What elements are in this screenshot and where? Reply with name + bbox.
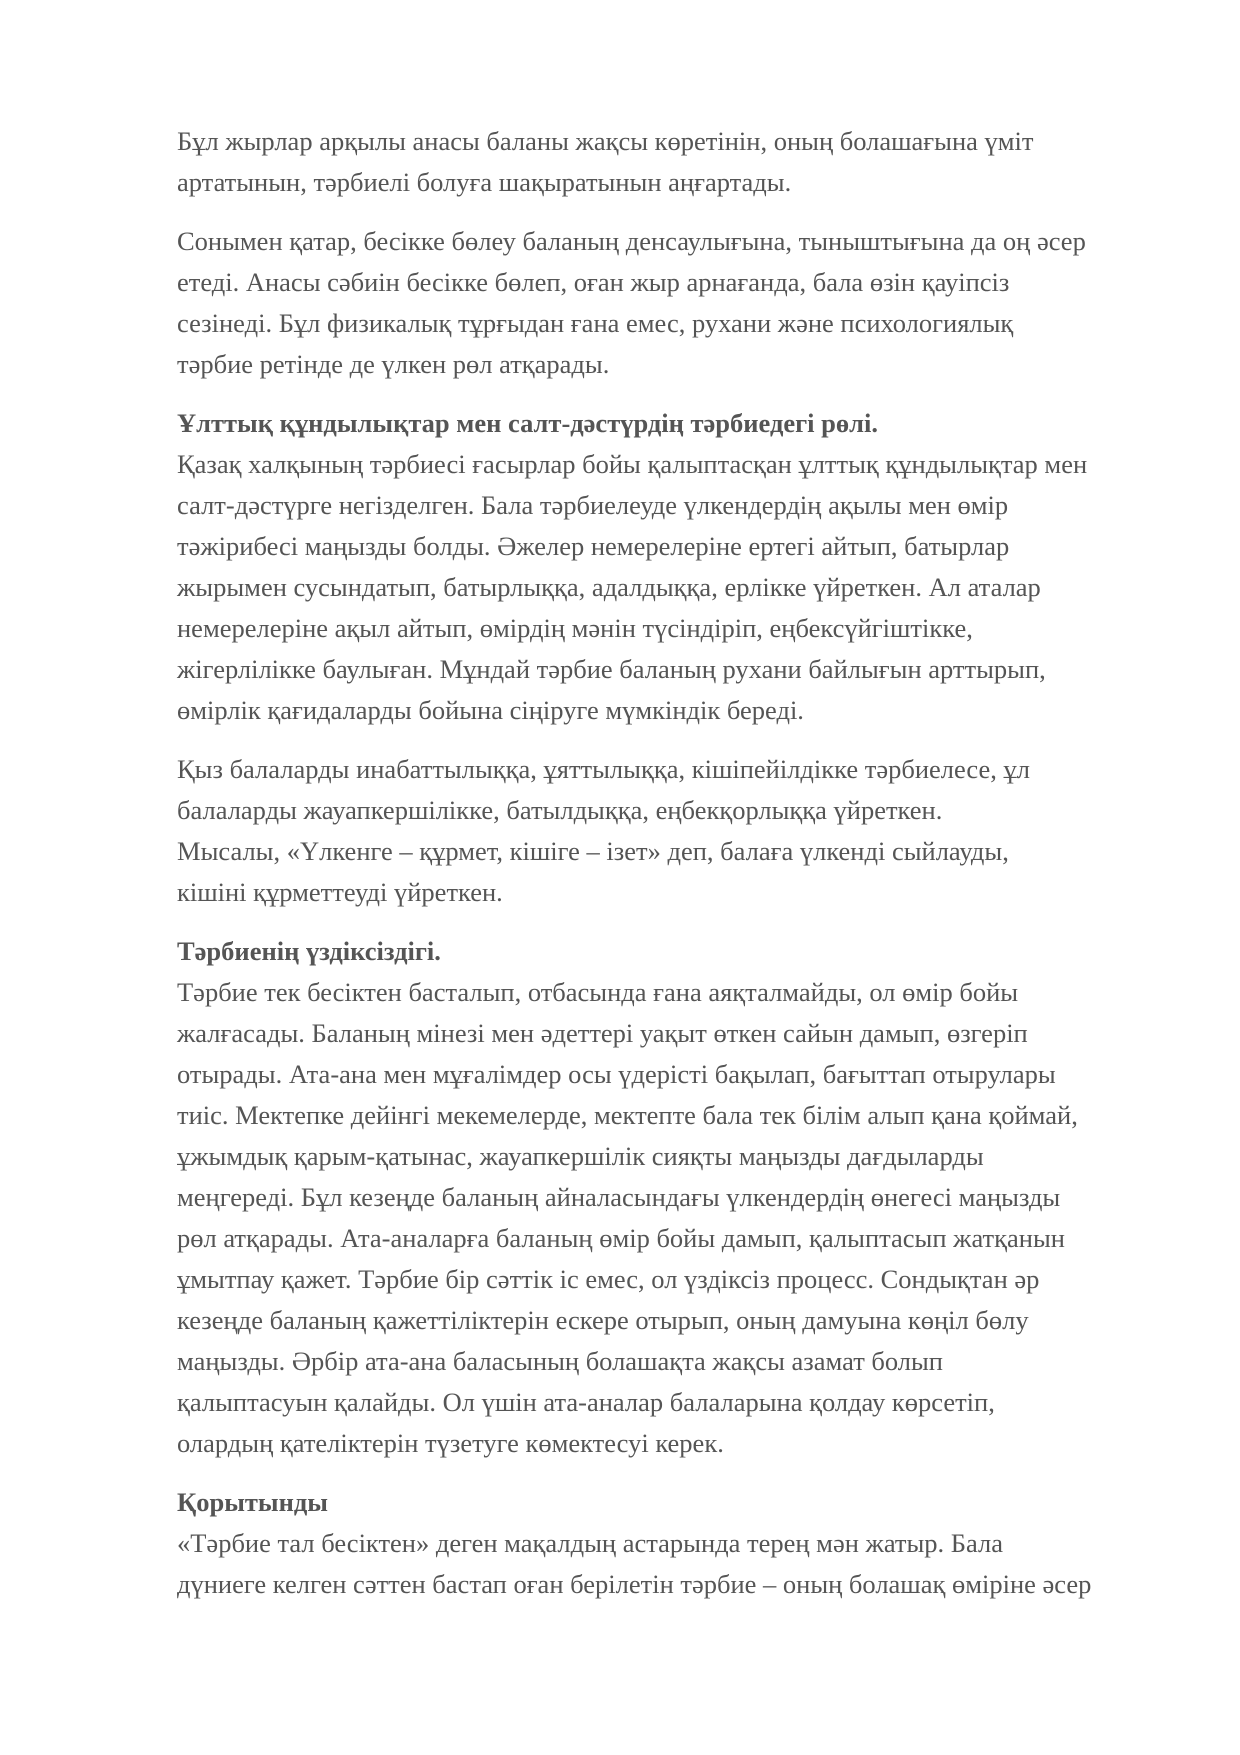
text-line: жырымен сусындатып, батырлыққа, адалдыққа, ерлікке үйреткен. Ал аталар: [177, 572, 1041, 602]
text-line: балаларды жауапкершілікке, батылдыққа, еңбекқорлыққа үйреткен.: [177, 795, 943, 825]
text-line: Қыз балаларды инабаттылыққа, ұяттылыққа, кішіпейілдікке тәрбиелесе, ұл: [177, 754, 1030, 784]
paragraph: [177, 221, 1145, 385]
text-line: Сонымен қатар, бесікке бөлеу баланың денсаулығына, тыныштығына да оң әсер: [177, 226, 1086, 256]
text-line: тәрбие ретінде де үлкен рөл атқарады.: [177, 349, 610, 379]
section-heading: Ұлттық құндылықтар мен салт-дәстүрдің тәрбиедегі рөлі.: [177, 408, 878, 438]
paragraph: [177, 749, 1145, 913]
text-line: «Тәрбие тал бесіктен» деген мақалдың астарында терең мән жатыр. Бала: [177, 1528, 1003, 1558]
section-heading: Қорытынды: [177, 1487, 328, 1517]
text-line: тиіс. Мектепке дейінгі мекемелерде, мектепте бала тек білім алып қана қоймай,: [177, 1100, 1078, 1130]
text-line: ұмытпау қажет. Тәрбие бір сәттік іс емес, ол үздіксіз процесс. Сондықтан әр: [177, 1264, 1040, 1294]
text-line: сезінеді. Бұл физикалық тұрғыдан ғана емес, рухани және психологиялық: [177, 308, 1014, 338]
text-line: қалыптасуын қалайды. Ол үшін ата-аналар балаларына қолдау көрсетіп,: [177, 1387, 995, 1417]
text-line: рөл атқарады. Ата-аналарға баланың өмір бойы дамып, қалыптасып жатқанын: [177, 1223, 1065, 1253]
text-line: немерелеріне ақыл айтып, өмірдің мәнін түсіндіріп, еңбексүйгіштікке,: [177, 613, 973, 643]
text-line: кезеңде баланың қажеттіліктерін ескере отырып, оның дамуына көңіл бөлу: [177, 1305, 1029, 1335]
text-line: маңызды. Әрбір ата-ана баласының болашақта жақсы азамат болып: [177, 1346, 943, 1376]
text-line: жігерлілікке баулыған. Мұндай тәрбие баланың рухани байлығын арттырып,: [177, 654, 1046, 684]
text-line: тәжірибесі маңызды болды. Әжелер немерелеріне ертегі айтып, батырлар: [177, 531, 1010, 561]
text-line: Тәрбие тек бесіктен басталып, отбасында ғана аяқталмайды, ол өмір бойы: [177, 977, 1019, 1007]
text-line: меңгереді. Бұл кезеңде баланың айналасындағы үлкендердің өнегесі маңызды: [177, 1182, 1061, 1212]
text-line: кішіні құрметтеуді үйреткен.: [177, 877, 503, 907]
text-line: жалғасады. Баланың мінезі мен әдеттері уақыт өткен сайын дамып, өзгеріп: [177, 1018, 1028, 1048]
text-line: етеді. Анасы сәбиін бесікке бөлеп, оған жыр арнағанда, бала өзін қауіпсіз: [177, 267, 1010, 297]
text-line: олардың қателіктерін түзетуге көмектесуі керек.: [177, 1428, 724, 1458]
paragraph: [177, 403, 1145, 731]
document-page: [177, 121, 1145, 1623]
paragraph: [177, 1482, 1145, 1605]
paragraph: [177, 121, 1145, 203]
text-line: отырады. Ата-ана мен мұғалімдер осы үдерісті бақылап, бағыттап отырулары: [177, 1059, 1056, 1089]
text-line: салт-дәстүрге негізделген. Бала тәрбиелеуде үлкендердің ақылы мен өмір: [177, 490, 1009, 520]
text-line: өмірлік қағидаларды бойына сіңіруге мүмкіндік береді.: [177, 695, 804, 725]
section-heading: Тәрбиенің үздіксіздігі.: [177, 936, 441, 966]
text-line: артатынын, тәрбиелі болуға шақыратынын аңғартады.: [177, 167, 792, 197]
text-line: дүниеге келген сәттен бастап оған берілетін тәрбие – оның болашақ өміріне әсер: [177, 1569, 1092, 1599]
text-line: ұжымдық қарым-қатынас, жауапкершілік сияқты маңызды дағдыларды: [177, 1141, 984, 1171]
paragraph: [177, 931, 1145, 1464]
text-line: Бұл жырлар арқылы анасы баланы жақсы көретінін, оның болашағына үміт: [177, 126, 1034, 156]
text-line: Қазақ халқының тәрбиесі ғасырлар бойы қалыптасқан ұлттық құндылықтар мен: [177, 449, 1088, 479]
text-line: Мысалы, «Үлкенге – құрмет, кішіге – ізет» деп, балаға үлкенді сыйлауды,: [177, 836, 1009, 866]
